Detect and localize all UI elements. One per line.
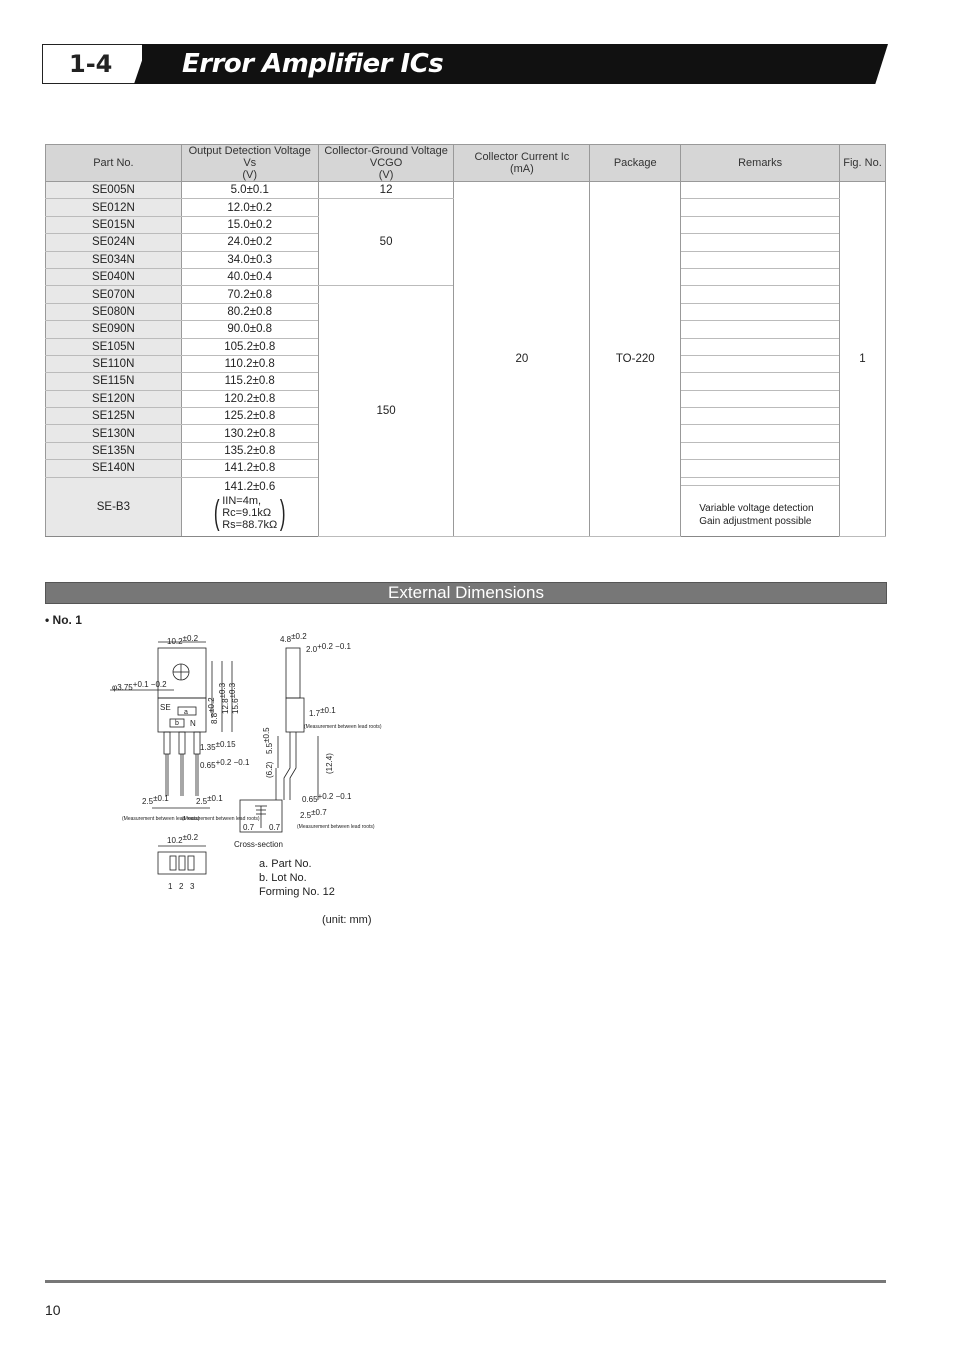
vs-cell: 130.2±0.8 [181,425,318,442]
table-row [46,182,886,199]
dim-hole: φ3.75+0.1 −0.2 [112,680,167,692]
dim-side-w: 4.8±0.2 [280,632,307,644]
section-header [42,44,888,84]
vcgo-cell: 150 [318,286,454,536]
spec-table [45,144,886,537]
part-cell: SE015N [46,216,182,233]
part-cell: SE005N [46,182,182,199]
cs-label: Cross-section [234,840,283,849]
vs-cell: 125.2±0.8 [181,408,318,425]
cond-rs: Rs=88.7kΩ [222,518,278,531]
part-cell: SE105N [46,338,182,355]
remarks-cell [681,442,840,459]
page-number: 10 [45,1302,61,1318]
vs-cell: 105.2±0.8 [181,338,318,355]
remarks-cell [681,251,840,268]
dim-pitch2: 2.5±0.1 [196,794,223,806]
part-cell: SE125N [46,408,182,425]
unit-note: (unit: mm) [322,914,372,926]
cond-rc: Rc=9.1kΩ [222,506,272,519]
vs-cell: 141.2±0.8 [181,460,318,477]
bottom-view [158,846,206,874]
cond-iin: IIN=4m, [222,494,262,507]
pitch-note-1: (Measurement between lead roots) [122,816,200,822]
legend-forming: Forming No. 12 [259,886,335,898]
vcgo-cell: 12 [318,182,454,199]
section-number: 1-4 [42,44,143,84]
vs-cell: 5.0±0.1 [181,182,318,199]
part-cell: SE140N [46,460,182,477]
vs-cell: 115.2±0.8 [181,373,318,390]
external-dimensions-bar: External Dimensions [45,582,887,604]
vs-cell: 120.2±0.8 [181,390,318,407]
vs-cell-seb3: 141.2±0.6 ( IIN=4m, Rc=9.1kΩ Rs=88.7kΩ ) [181,477,318,536]
vs-cell: 135.2±0.8 [181,442,318,459]
dim-w1: 10.2±0.2 [167,634,199,646]
mark-b: b [175,720,179,727]
part-cell: SE024N [46,234,182,251]
section-title: Error Amplifier ICs [182,49,444,79]
remarks-cell [681,460,840,477]
side-note-2: (Measurement between lead roots) [297,824,375,830]
part-cell: SE090N [46,321,182,338]
cs-07a: 0.7 [243,823,255,832]
mark-n: N [190,719,196,728]
dim-lead-t: 0.65+0.2 −0.1 [200,758,250,770]
dim-side-62: (6.2) [265,761,274,778]
remarks-cell [681,338,840,355]
legend-b: b. Lot No. [259,872,307,884]
dim-side-124: (12.4) [325,753,334,774]
dim-side-17: 1.7±0.1 [309,706,336,718]
vs-cell: 70.2±0.8 [181,286,318,303]
figure-label: • No. 1 [45,613,82,627]
dim-side-55: 5.5±0.5 [262,727,274,754]
front-view [110,642,232,808]
part-cell: SE110N [46,355,182,372]
fig-cell: 1 [840,182,886,537]
pin-3: 3 [190,882,195,891]
vs-cell: 80.2±0.8 [181,303,318,320]
remarks-cell [681,390,840,407]
dim-side-065: 0.65+0.2 −0.1 [302,792,352,804]
dim-bottom-w: 10.2±0.2 [167,833,199,845]
part-cell: SE080N [46,303,182,320]
legend-a: a. Part No. [259,858,312,870]
to220-drawing [100,628,390,928]
dim-h3: 15.6±0.3 [228,682,240,714]
part-cell: SE135N [46,442,182,459]
pin-2: 2 [179,882,184,891]
part-cell: SE-B3 [46,477,182,536]
remarks-cell [681,268,840,285]
remarks-cell [681,199,840,216]
dim-h2: 12.8±0.3 [218,682,230,714]
part-cell: SE012N [46,199,182,216]
remarks-cell [681,425,840,442]
remarks-cell [681,234,840,251]
part-cell: SE034N [46,251,182,268]
remarks-cell [681,286,840,303]
part-cell: SE070N [46,286,182,303]
col-package: Package [590,145,681,182]
col-remarks: Remarks [681,145,840,182]
mark-se: SE [160,703,171,712]
remarks-cell [681,216,840,233]
vs-cell: 90.0±0.8 [181,321,318,338]
remarks-cell [681,321,840,338]
remarks-cell [681,182,840,199]
side-note-1: (Measurement between lead roots) [304,724,382,730]
vs-cell: 34.0±0.3 [181,251,318,268]
col-part-no: Part No. [46,145,182,182]
mark-a: a [184,709,188,716]
part-cell: SE120N [46,390,182,407]
ic-cell: 20 [454,182,590,537]
remarks-cell-seb3: Variable voltage detection Gain adjustment possible [681,477,840,536]
vs-cell: 15.0±0.2 [181,216,318,233]
col-fig: Fig. No. [840,145,886,182]
package-cell: TO-220 [590,182,681,537]
dim-side-tab: 2.0+0.2 −0.1 [306,642,351,654]
remarks-cell [681,303,840,320]
dim-lead-w: 1.35±0.15 [200,740,236,752]
col-vcgo: Collector-Ground Voltage VCGO (V) [318,145,454,182]
part-cell: SE040N [46,268,182,285]
col-ic: Collector Current Ic (mA) [454,145,590,182]
vs-cell: 12.0±0.2 [181,199,318,216]
dim-side-25: 2.5±0.7 [300,808,327,820]
cs-07b: 0.7 [269,823,281,832]
part-cell: SE130N [46,425,182,442]
remarks-cell [681,355,840,372]
drawing-legend [259,857,335,899]
vcgo-cell: 50 [318,199,454,286]
footer-rule [45,1280,886,1283]
col-vs: Output Detection Voltage Vs (V) [181,145,318,182]
pitch-note-2: (Measurement between lead roots) [182,816,260,822]
vs-cell: 40.0±0.4 [181,268,318,285]
remarks-cell [681,408,840,425]
pin-1: 1 [168,882,173,891]
dim-h1: 8.8±0.2 [207,697,219,724]
vs-cell: 24.0±0.2 [181,234,318,251]
part-cell: SE115N [46,373,182,390]
remarks-cell [681,373,840,390]
vs-cell: 110.2±0.8 [181,355,318,372]
dim-pitch1: 2.5±0.1 [142,794,169,806]
